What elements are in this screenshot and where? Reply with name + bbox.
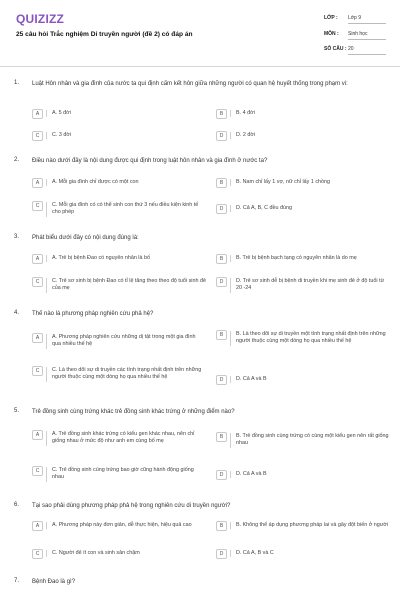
option-letter: C	[32, 366, 43, 376]
option-text: C. Trẻ sơ sinh bị bệnh Đao có tỉ lệ tăng theo theo độ tuổi sinh đẻ của mẹ	[46, 278, 206, 293]
option-text: B. Nam chỉ lấy 1 vợ, nữ chỉ lấy 1 chồng	[230, 179, 390, 186]
question-number: 4.	[14, 310, 20, 316]
option-letter: C	[32, 201, 43, 211]
meta-label: MÔN :	[324, 31, 339, 37]
option-text: C. Người đẻ ít con và sinh sản chậm	[46, 550, 206, 557]
option-text: D. Trẻ sơ sinh dễ bị bệnh di truyền khi mẹ sinh đẻ ở độ tuổi từ 20 -24	[230, 278, 390, 293]
meta-value: 20	[348, 45, 386, 55]
meta-subject	[324, 30, 388, 40]
option-text: C. Là theo dõi sự di truyền các tính trạng nhất định trên những người thuộc cùng một dòng họ qua nhiều thế hệ	[46, 367, 206, 382]
option-letter: D	[216, 549, 227, 559]
meta-value: Lớp 9	[348, 14, 386, 24]
question-text: Điều nào dưới đây là nội dung được qui định trong luật hôn nhân và gia đình ở nước ta?	[32, 158, 268, 164]
option-letter: C	[32, 131, 43, 141]
option-text: A. 5 đời	[46, 110, 206, 117]
question-text: Luật Hôn nhân và gia đình của nước ta qui định cấm kết hôn giữa những người có quan hệ huyết thống trong phạm vi:	[32, 81, 348, 87]
question-number: 1.	[14, 80, 20, 86]
question-text: Thế nào là phương pháp nghiên cứu phả hệ?	[32, 311, 154, 317]
option-letter: B	[216, 521, 227, 531]
option-text: D. Cả A, B và C	[230, 550, 390, 557]
option-text: D. Cả A và B	[230, 376, 390, 383]
quizizz-logo[interactable]: QUIZIZZ	[16, 12, 65, 26]
question-number: 6.	[14, 502, 20, 508]
option-text: B. Là theo dõi sự di truyền một tính trạng nhất định trên những người thuộc cùng một dòng họ qua nhiều thế hệ	[230, 331, 390, 346]
meta-grade	[324, 14, 388, 24]
option-text: D. Cả A, B, C đều đúng	[230, 205, 390, 212]
question-text: Tại sao phải dùng phương pháp phả hệ trong nghiên cứu di truyền người?	[32, 503, 231, 509]
option-letter: D	[216, 131, 227, 141]
question-text: Trẻ đồng sinh cùng trứng khác trẻ đồng sinh khác trứng ở những điểm nào?	[32, 409, 235, 415]
header-divider	[0, 66, 400, 67]
option-letter: D	[216, 204, 227, 214]
option-letter: A	[32, 178, 43, 188]
meta-label: SỐ CÂU :	[324, 46, 347, 52]
worksheet-title: 25 câu hỏi Trắc nghiệm Di truyền người (đề 2) có đáp án	[16, 31, 193, 38]
meta-label: LỚP :	[324, 15, 338, 21]
option-text: C. Trẻ đồng sinh cùng trứng bao giờ cũng hành động giống nhau	[46, 467, 206, 482]
question-number: 5.	[14, 408, 20, 414]
question-number: 3.	[14, 234, 20, 240]
question-text: Bệnh Đao là gì?	[32, 579, 76, 585]
option-letter: B	[216, 254, 227, 264]
option-letter: A	[32, 109, 43, 119]
option-letter: B	[216, 109, 227, 119]
option-text: A. Trẻ đồng sinh khác trứng có kiểu gen khác nhau, nên chỉ giống nhau ở mức độ như anh em cùng bố mẹ	[46, 431, 206, 446]
option-letter: B	[216, 330, 227, 340]
meta-value: Sinh học	[348, 30, 386, 40]
option-text: B. Trẻ đồng sinh cùng trứng có cùng một kiểu gen nên rất giống nhau	[230, 433, 390, 448]
option-text: D. Cả A và B	[230, 471, 390, 478]
option-text: C. 3 đời	[46, 132, 206, 139]
option-text: B. Trẻ bị bệnh bạch tạng có nguyên nhân là do mẹ	[230, 255, 390, 262]
option-text: A. Trẻ bị bệnh Đao có nguyên nhân là bố	[46, 255, 206, 262]
option-letter: D	[216, 277, 227, 287]
worksheet-header	[0, 0, 400, 66]
option-letter: B	[216, 178, 227, 188]
option-text: A. Phương pháp nghiên cứu những dị tật trong một gia đình qua nhiều thế hệ	[46, 334, 206, 349]
question-number: 2.	[14, 157, 20, 163]
option-text: A. Phương pháp này đơn giản, dễ thực hiện, hiệu quả cao	[46, 522, 206, 529]
option-text: C. Mỗi gia đình có có thể sinh con thứ 3 nếu điều kiện kinh tế cho phép	[46, 202, 206, 217]
option-letter: C	[32, 277, 43, 287]
option-letter: B	[216, 432, 227, 442]
option-letter: C	[32, 549, 43, 559]
option-text: D. 2 đời	[230, 132, 390, 139]
option-letter: C	[32, 466, 43, 476]
option-letter: A	[32, 333, 43, 343]
option-text: B. Không thể áp dụng phương pháp lai và gây đột biến ở người	[230, 522, 390, 529]
meta-question-count	[324, 45, 388, 55]
option-text: A. Mỗi gia đình chỉ được có một con	[46, 179, 206, 186]
option-text: B. 4 đời	[230, 110, 390, 117]
option-letter: D	[216, 470, 227, 480]
option-letter: D	[216, 375, 227, 385]
option-letter: A	[32, 521, 43, 531]
question-number: 7.	[14, 578, 20, 584]
option-letter: A	[32, 430, 43, 440]
option-letter: A	[32, 254, 43, 264]
question-text: Phát biểu dưới đây có nội dung đúng là:	[32, 235, 139, 241]
